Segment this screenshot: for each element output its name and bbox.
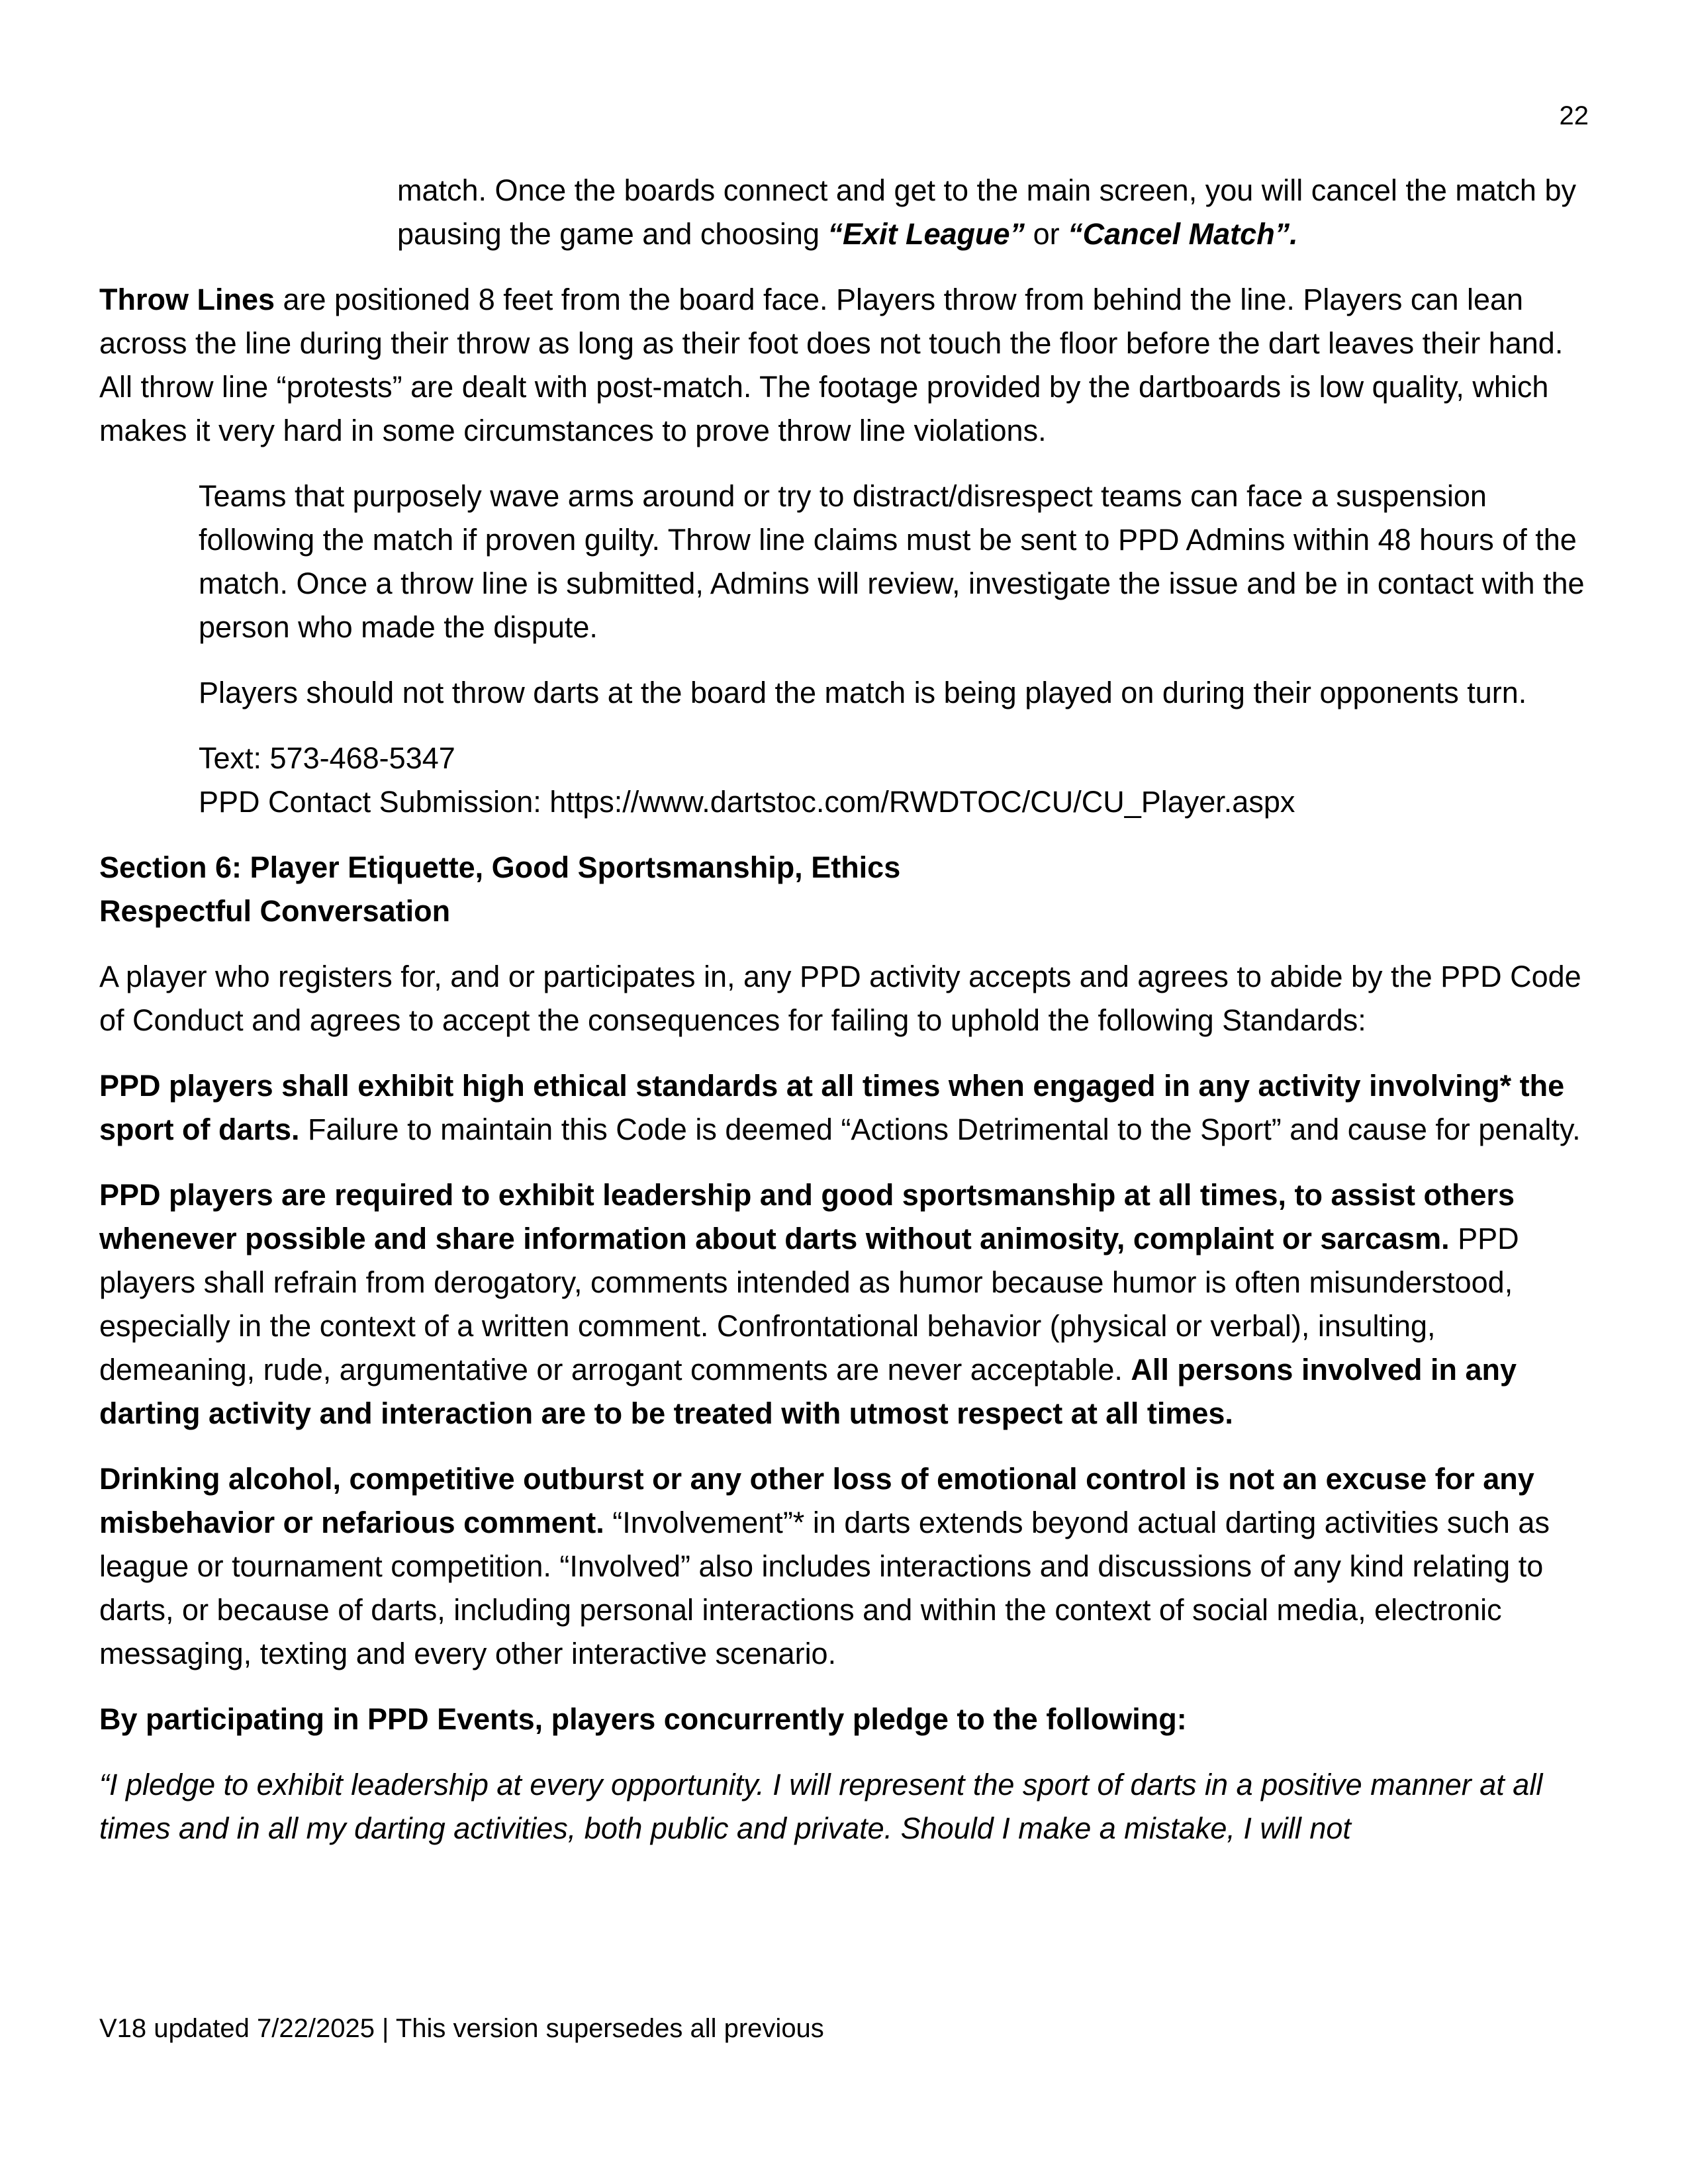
document-body bbox=[99, 169, 1589, 1872]
ethics-paragraph bbox=[99, 1064, 1589, 1152]
pledge-paragraph bbox=[99, 1763, 1589, 1850]
leadership-bold-2: All persons involved in any darting activity and interaction are to be treated with utmost respect at all times. bbox=[99, 1353, 1517, 1430]
throw-lines-label: Throw Lines bbox=[99, 283, 275, 316]
drinking-paragraph bbox=[99, 1457, 1589, 1676]
or-text: or bbox=[1025, 217, 1068, 251]
contact-block bbox=[99, 737, 1589, 824]
section-6-subheading: Respectful Conversation bbox=[99, 894, 451, 928]
contact-text-line: Text: 573-468-5347 bbox=[199, 741, 455, 775]
leadership-bold-1: PPD players are required to exhibit leadership and good sportsmanship at all times, to assist others whenever possible and share information about darts without animosity, complaint or sarcasm. bbox=[99, 1178, 1515, 1255]
contact-submission-line: PPD Contact Submission: https://www.dartstoc.com/RWDTOC/CU/CU_Player.aspx bbox=[199, 785, 1295, 819]
teams-paragraph: Teams that purposely wave arms around or try to distract/disrespect teams can face a suspension following the match if proven guilty. Throw line claims must be sent to PPD Admins within 48 hours of the match. Once a throw line is submitted, Admins will review, investigate the issue and be in contact with the person who made the dispute. bbox=[199, 479, 1585, 644]
drinking-text: “Involvement”* in darts extends beyond actual darting activities such as league or tournament competition. “Involved” also includes interactions and discussions of any kind relating to darts, or because of darts, including personal interactions and within the context of social media, electronic messaging, texting and every other interactive scenario. bbox=[99, 1506, 1550, 1670]
drinking-bold: Drinking alcohol, competitive outburst or any other loss of emotional control is not an excuse for any misbehavior or nefarious comment. bbox=[99, 1462, 1534, 1539]
section-6-heading: Section 6: Player Etiquette, Good Sportsmanship, Ethics bbox=[99, 850, 901, 884]
leadership-paragraph bbox=[99, 1173, 1589, 1435]
ethics-text: Failure to maintain this Code is deemed “Actions Detrimental to the Sport” and cause for penalty. bbox=[299, 1113, 1581, 1146]
cancel-match-paragraph bbox=[99, 169, 1589, 256]
cancel-match-text: match. Once the boards connect and get to the main screen, you will cancel the match by pausing the game and choosing bbox=[397, 173, 1576, 251]
exit-league-option: “Exit League” bbox=[827, 217, 1025, 251]
footer: V18 updated 7/22/2025 | This version supersedes all previous bbox=[99, 2014, 824, 2043]
players-paragraph: Players should not throw darts at the board the match is being played on during their opponents turn. bbox=[199, 676, 1527, 709]
throw-lines-paragraph bbox=[99, 278, 1589, 453]
cancel-match-option: “Cancel Match”. bbox=[1068, 217, 1298, 251]
page-number: 22 bbox=[1559, 101, 1589, 130]
registers-paragraph: A player who registers for, and or participates in, any PPD activity accepts and agrees to abide by the PPD Code of Conduct and agrees to accept the consequences for failing to uphold the following Standards: bbox=[99, 960, 1581, 1037]
pledge-heading-text: By participating in PPD Events, players concurrently pledge to the following: bbox=[99, 1702, 1187, 1736]
leadership-text: PPD players shall refrain from derogatory, comments intended as humor because humor is often misunderstood, especially in the context of a written comment. Confrontational behavior (physical or verbal), insulting, demeaning, rude, argumentative or arrogant comments are never acceptable. bbox=[99, 1222, 1519, 1387]
ethics-bold: PPD players shall exhibit high ethical standards at all times when engaged in any activity involving* the sport of darts. bbox=[99, 1069, 1565, 1146]
pledge-heading bbox=[99, 1698, 1589, 1741]
pledge-text: “I pledge to exhibit leadership at every opportunity. I will represent the sport of darts in a positive manner at all times and in all my darting activities, both public and private. Should I make a mistake, I will not bbox=[99, 1768, 1543, 1845]
section-6-heading-block bbox=[99, 846, 1589, 933]
throw-lines-text: are positioned 8 feet from the board face. Players throw from behind the line. Players can lean across the line during their throw as long as their foot does not touch the floor before the dart leaves their hand. All throw line “protests” are dealt with post-match. The footage provided by the dartboards is low quality, which makes it very hard in some circumstances to prove throw line violations. bbox=[99, 283, 1564, 447]
